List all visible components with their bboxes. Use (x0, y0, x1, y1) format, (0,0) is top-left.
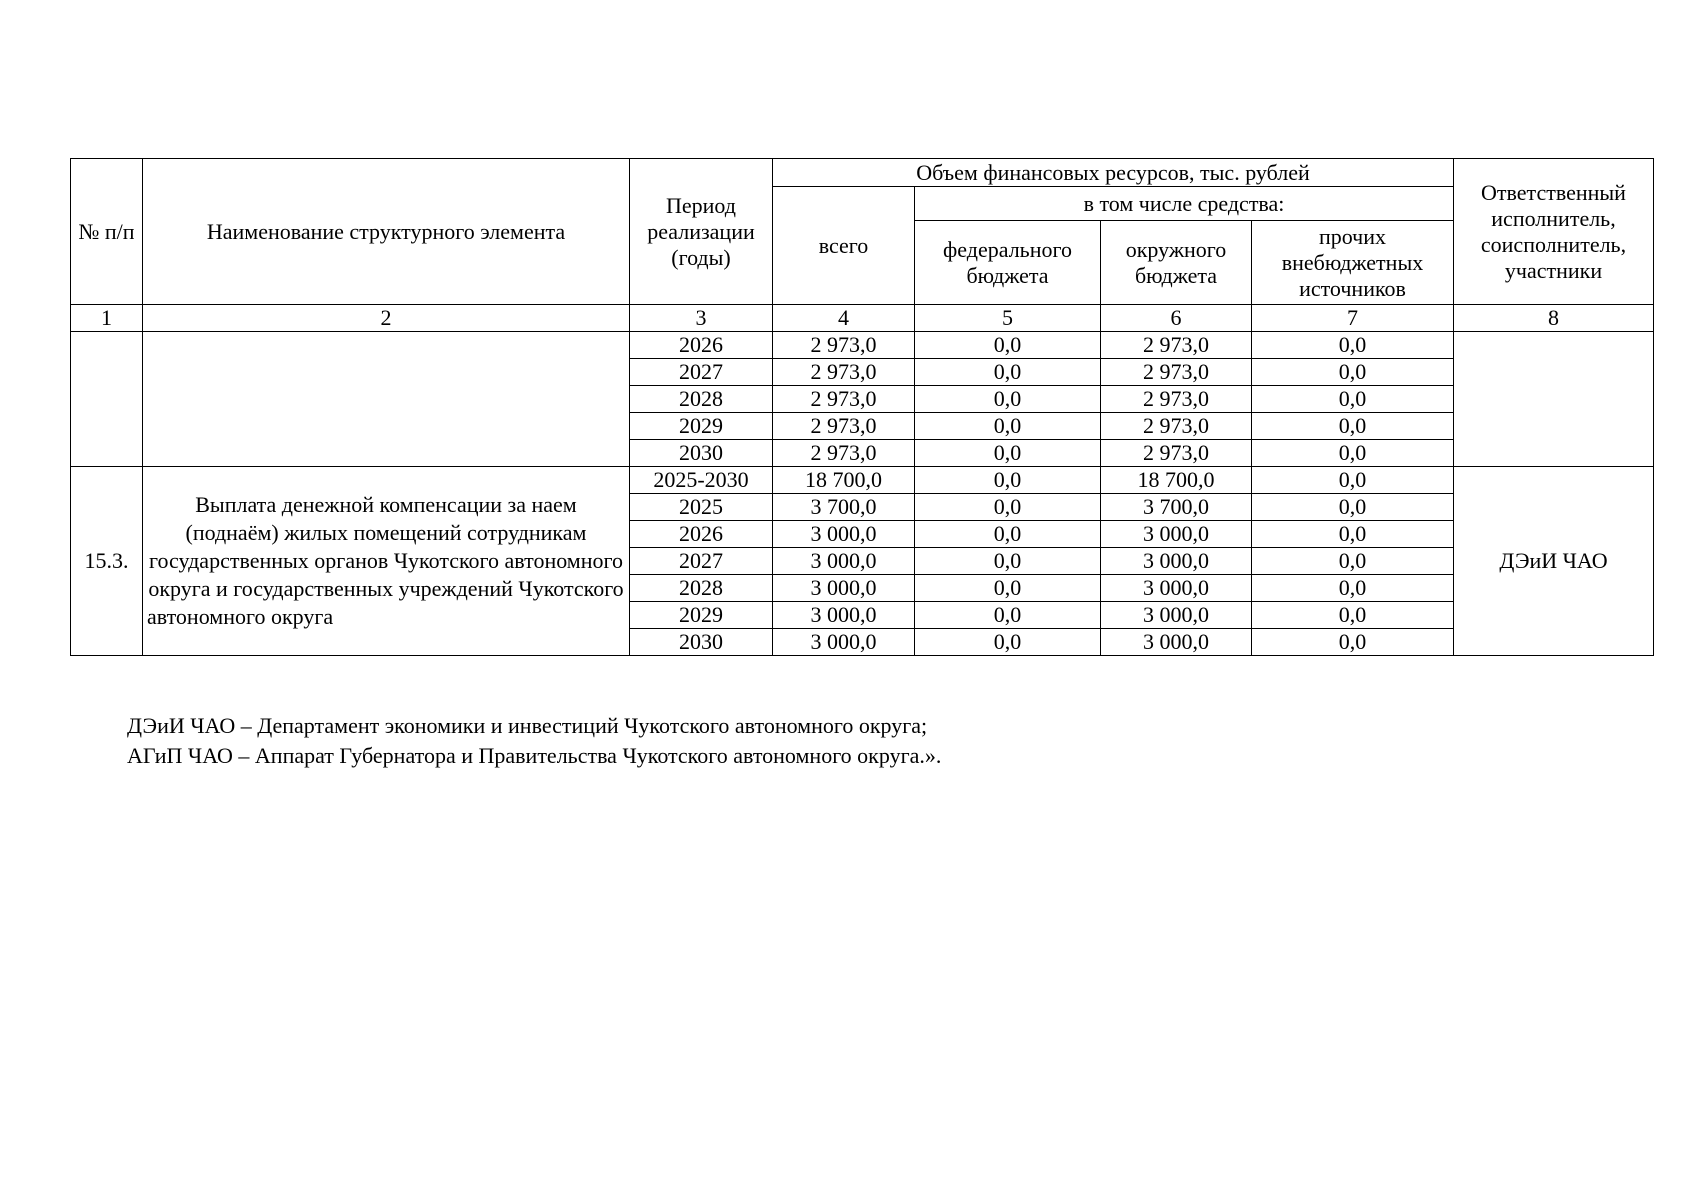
responsible-cell: ДЭиИ ЧАО (1454, 467, 1654, 656)
okrug-cell: 3 000,0 (1101, 521, 1252, 548)
federal-cell: 0,0 (915, 359, 1101, 386)
other-cell: 0,0 (1252, 386, 1454, 413)
column-number: 6 (1101, 305, 1252, 332)
federal-cell: 0,0 (915, 332, 1101, 359)
item-number: 15.3. (71, 467, 143, 656)
total-cell: 3 000,0 (773, 575, 915, 602)
year-cell: 2030 (630, 440, 773, 467)
okrug-cell: 3 000,0 (1101, 575, 1252, 602)
okrug-cell: 2 973,0 (1101, 359, 1252, 386)
column-number: 7 (1252, 305, 1454, 332)
header-num: № п/п (71, 159, 143, 305)
okrug-cell: 2 973,0 (1101, 386, 1252, 413)
column-number: 4 (773, 305, 915, 332)
other-cell: 0,0 (1252, 629, 1454, 656)
header-name: Наименование структурного элемента (143, 159, 630, 305)
header-including: в том числе средства: (915, 187, 1454, 221)
table-body (71, 332, 1654, 656)
federal-cell: 0,0 (915, 602, 1101, 629)
federal-cell: 0,0 (915, 386, 1101, 413)
other-cell: 0,0 (1252, 602, 1454, 629)
total-cell: 2 973,0 (773, 386, 915, 413)
column-number: 1 (71, 305, 143, 332)
federal-cell: 0,0 (915, 494, 1101, 521)
okrug-cell: 2 973,0 (1101, 440, 1252, 467)
year-cell: 2029 (630, 602, 773, 629)
total-cell: 3 000,0 (773, 629, 915, 656)
year-cell: 2028 (630, 575, 773, 602)
other-cell: 0,0 (1252, 413, 1454, 440)
total-cell: 2 973,0 (773, 359, 915, 386)
other-cell: 0,0 (1252, 521, 1454, 548)
year-cell: 2028 (630, 386, 773, 413)
other-cell: 0,0 (1252, 440, 1454, 467)
year-cell: 2026 (630, 332, 773, 359)
total-cell: 3 000,0 (773, 548, 915, 575)
header-other: прочих внебюджетных источников (1252, 221, 1454, 305)
total-cell: 2 973,0 (773, 413, 915, 440)
table-header (71, 159, 1654, 332)
year-cell: 2026 (630, 521, 773, 548)
year-cell: 2025 (630, 494, 773, 521)
federal-cell: 0,0 (915, 548, 1101, 575)
header-period: Период реализации (годы) (630, 159, 773, 305)
num-cell (71, 332, 143, 467)
table-row (71, 332, 1654, 359)
column-number: 8 (1454, 305, 1654, 332)
other-cell: 0,0 (1252, 359, 1454, 386)
footnote-line: АГиП ЧАО – Аппарат Губернатора и Правительства Чукотского автономного округа.». (127, 743, 942, 768)
okrug-cell: 3 700,0 (1101, 494, 1252, 521)
item-name: Выплата денежной компенсации за наем (поднаём) жилых помещений сотрудникам государственных органов Чукотского автономного округа и государственных учреждений Чукотского автономного округа (143, 467, 630, 656)
okrug-cell: 18 700,0 (1101, 467, 1252, 494)
okrug-cell: 2 973,0 (1101, 332, 1252, 359)
total-cell: 2 973,0 (773, 332, 915, 359)
total-cell: 3 000,0 (773, 602, 915, 629)
other-cell: 0,0 (1252, 548, 1454, 575)
header-total: всего (773, 187, 915, 305)
year-cell: 2025-2030 (630, 467, 773, 494)
okrug-cell: 2 973,0 (1101, 413, 1252, 440)
table-row-summary (71, 467, 1654, 494)
total-cell: 3 000,0 (773, 521, 915, 548)
header-responsible: Ответственный исполнитель, соисполнитель, участники (1454, 159, 1654, 305)
other-cell: 0,0 (1252, 467, 1454, 494)
year-cell: 2027 (630, 548, 773, 575)
column-number-row (71, 305, 1654, 332)
other-cell: 0,0 (1252, 332, 1454, 359)
federal-cell: 0,0 (915, 413, 1101, 440)
federal-cell: 0,0 (915, 575, 1101, 602)
okrug-cell: 3 000,0 (1101, 548, 1252, 575)
header-federal: федерального бюджета (915, 221, 1101, 305)
federal-cell: 0,0 (915, 629, 1101, 656)
footnote-line: ДЭиИ ЧАО – Департамент экономики и инвестиций Чукотского автономного округа; (127, 713, 928, 738)
responsible-cell (1454, 332, 1654, 467)
federal-cell: 0,0 (915, 440, 1101, 467)
total-cell: 3 700,0 (773, 494, 915, 521)
year-cell: 2029 (630, 413, 773, 440)
total-cell: 2 973,0 (773, 440, 915, 467)
okrug-cell: 3 000,0 (1101, 629, 1252, 656)
header-okrug: окружного бюджета (1101, 221, 1252, 305)
column-number: 5 (915, 305, 1101, 332)
header-volume: Объем финансовых ресурсов, тыс. рублей (773, 159, 1454, 187)
federal-cell: 0,0 (915, 521, 1101, 548)
financing-table (70, 158, 1654, 656)
column-number: 3 (630, 305, 773, 332)
total-cell: 18 700,0 (773, 467, 915, 494)
year-cell: 2030 (630, 629, 773, 656)
year-cell: 2027 (630, 359, 773, 386)
footnotes (127, 711, 941, 771)
okrug-cell: 3 000,0 (1101, 602, 1252, 629)
name-cell (143, 332, 630, 467)
other-cell: 0,0 (1252, 494, 1454, 521)
column-number: 2 (143, 305, 630, 332)
federal-cell: 0,0 (915, 467, 1101, 494)
other-cell: 0,0 (1252, 575, 1454, 602)
